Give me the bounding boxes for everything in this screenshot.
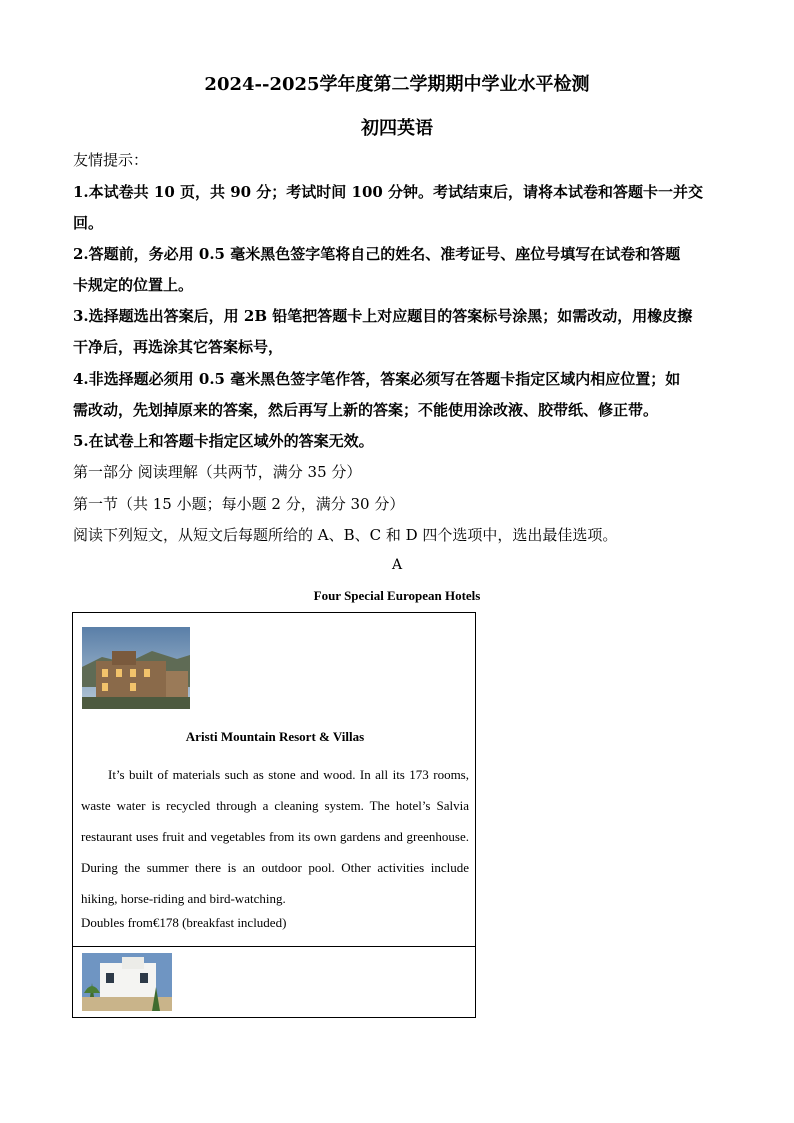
hotel-description: It’s built of materials such as stone and wood. In all its 173 rooms, waste water is recycled through a cleaning system. The hotel’s Salvia restaurant uses fruit and vegetables from its own gardens and greenhouse. During the summer there is an outdoor pool. Other activities include hiking, horse-riding and bird-watching.: [81, 767, 469, 906]
passage-title: Four Special European Hotels: [313, 588, 481, 603]
tip-line: 需改动，先划掉原来的答案，然后再写上新的答案；不能使用涂改液、胶带纸、修正带。: [73, 401, 659, 419]
exam-subtitle: 初四英语: [361, 118, 433, 139]
hotel-building-image-icon: [82, 627, 190, 709]
hotel-table: [72, 612, 476, 1018]
section-sub-heading: 第一节（共 15 小题；每小题 2 分，满分 30 分）: [73, 495, 405, 513]
table-row-divider: [73, 946, 475, 947]
exam-title: 2024--2025学年度第二学期期中学业水平检测: [204, 74, 590, 95]
hotel-photo-aristi: [82, 627, 190, 709]
tip-line: 3.选择题选出答案后，用 2B 铅笔把答题卡上对应题目的答案标号涂黑；如需改动，用橡皮擦: [73, 307, 693, 325]
tip-line: 4.非选择题必须用 0.5 毫米黑色签字笔作答，答案必须写在答题卡指定区域内相应位置；如: [73, 370, 681, 388]
hotel-name: Aristi Mountain Resort & Villas: [185, 729, 365, 744]
tip-line: 干净后，再选涂其它答案标号，: [73, 338, 284, 356]
tip-line: 2.答题前，务必用 0.5 毫米黑色签字笔将自己的姓名、准考证号、座位号填写在试卷和答题: [73, 245, 681, 263]
hotel-price: Doubles from€178 (breakfast included): [81, 915, 287, 930]
hotel-photo-second: [82, 953, 172, 1011]
tip-line: 卡规定的位置上。: [73, 276, 194, 294]
hotel-building-image-icon: [82, 953, 172, 1011]
tip-line: 5.在试卷上和答题卡指定区域外的答案无效。: [73, 432, 374, 450]
tips-heading: 友情提示：: [73, 151, 149, 169]
tip-line: 1.本试卷共 10 页，共 90 分；考试时间 100 分钟。考试结束后，请将本试卷和答题卡一并交: [73, 183, 704, 201]
passage-letter: A: [391, 557, 403, 573]
tip-line: 回。: [73, 214, 104, 232]
section-part-heading: 第一部分 阅读理解（共两节，满分 35 分）: [73, 463, 362, 481]
section-instruction: 阅读下列短文，从短文后每题所给的 A、B、C 和 D 四个选项中，选出最佳选项。: [73, 526, 618, 544]
